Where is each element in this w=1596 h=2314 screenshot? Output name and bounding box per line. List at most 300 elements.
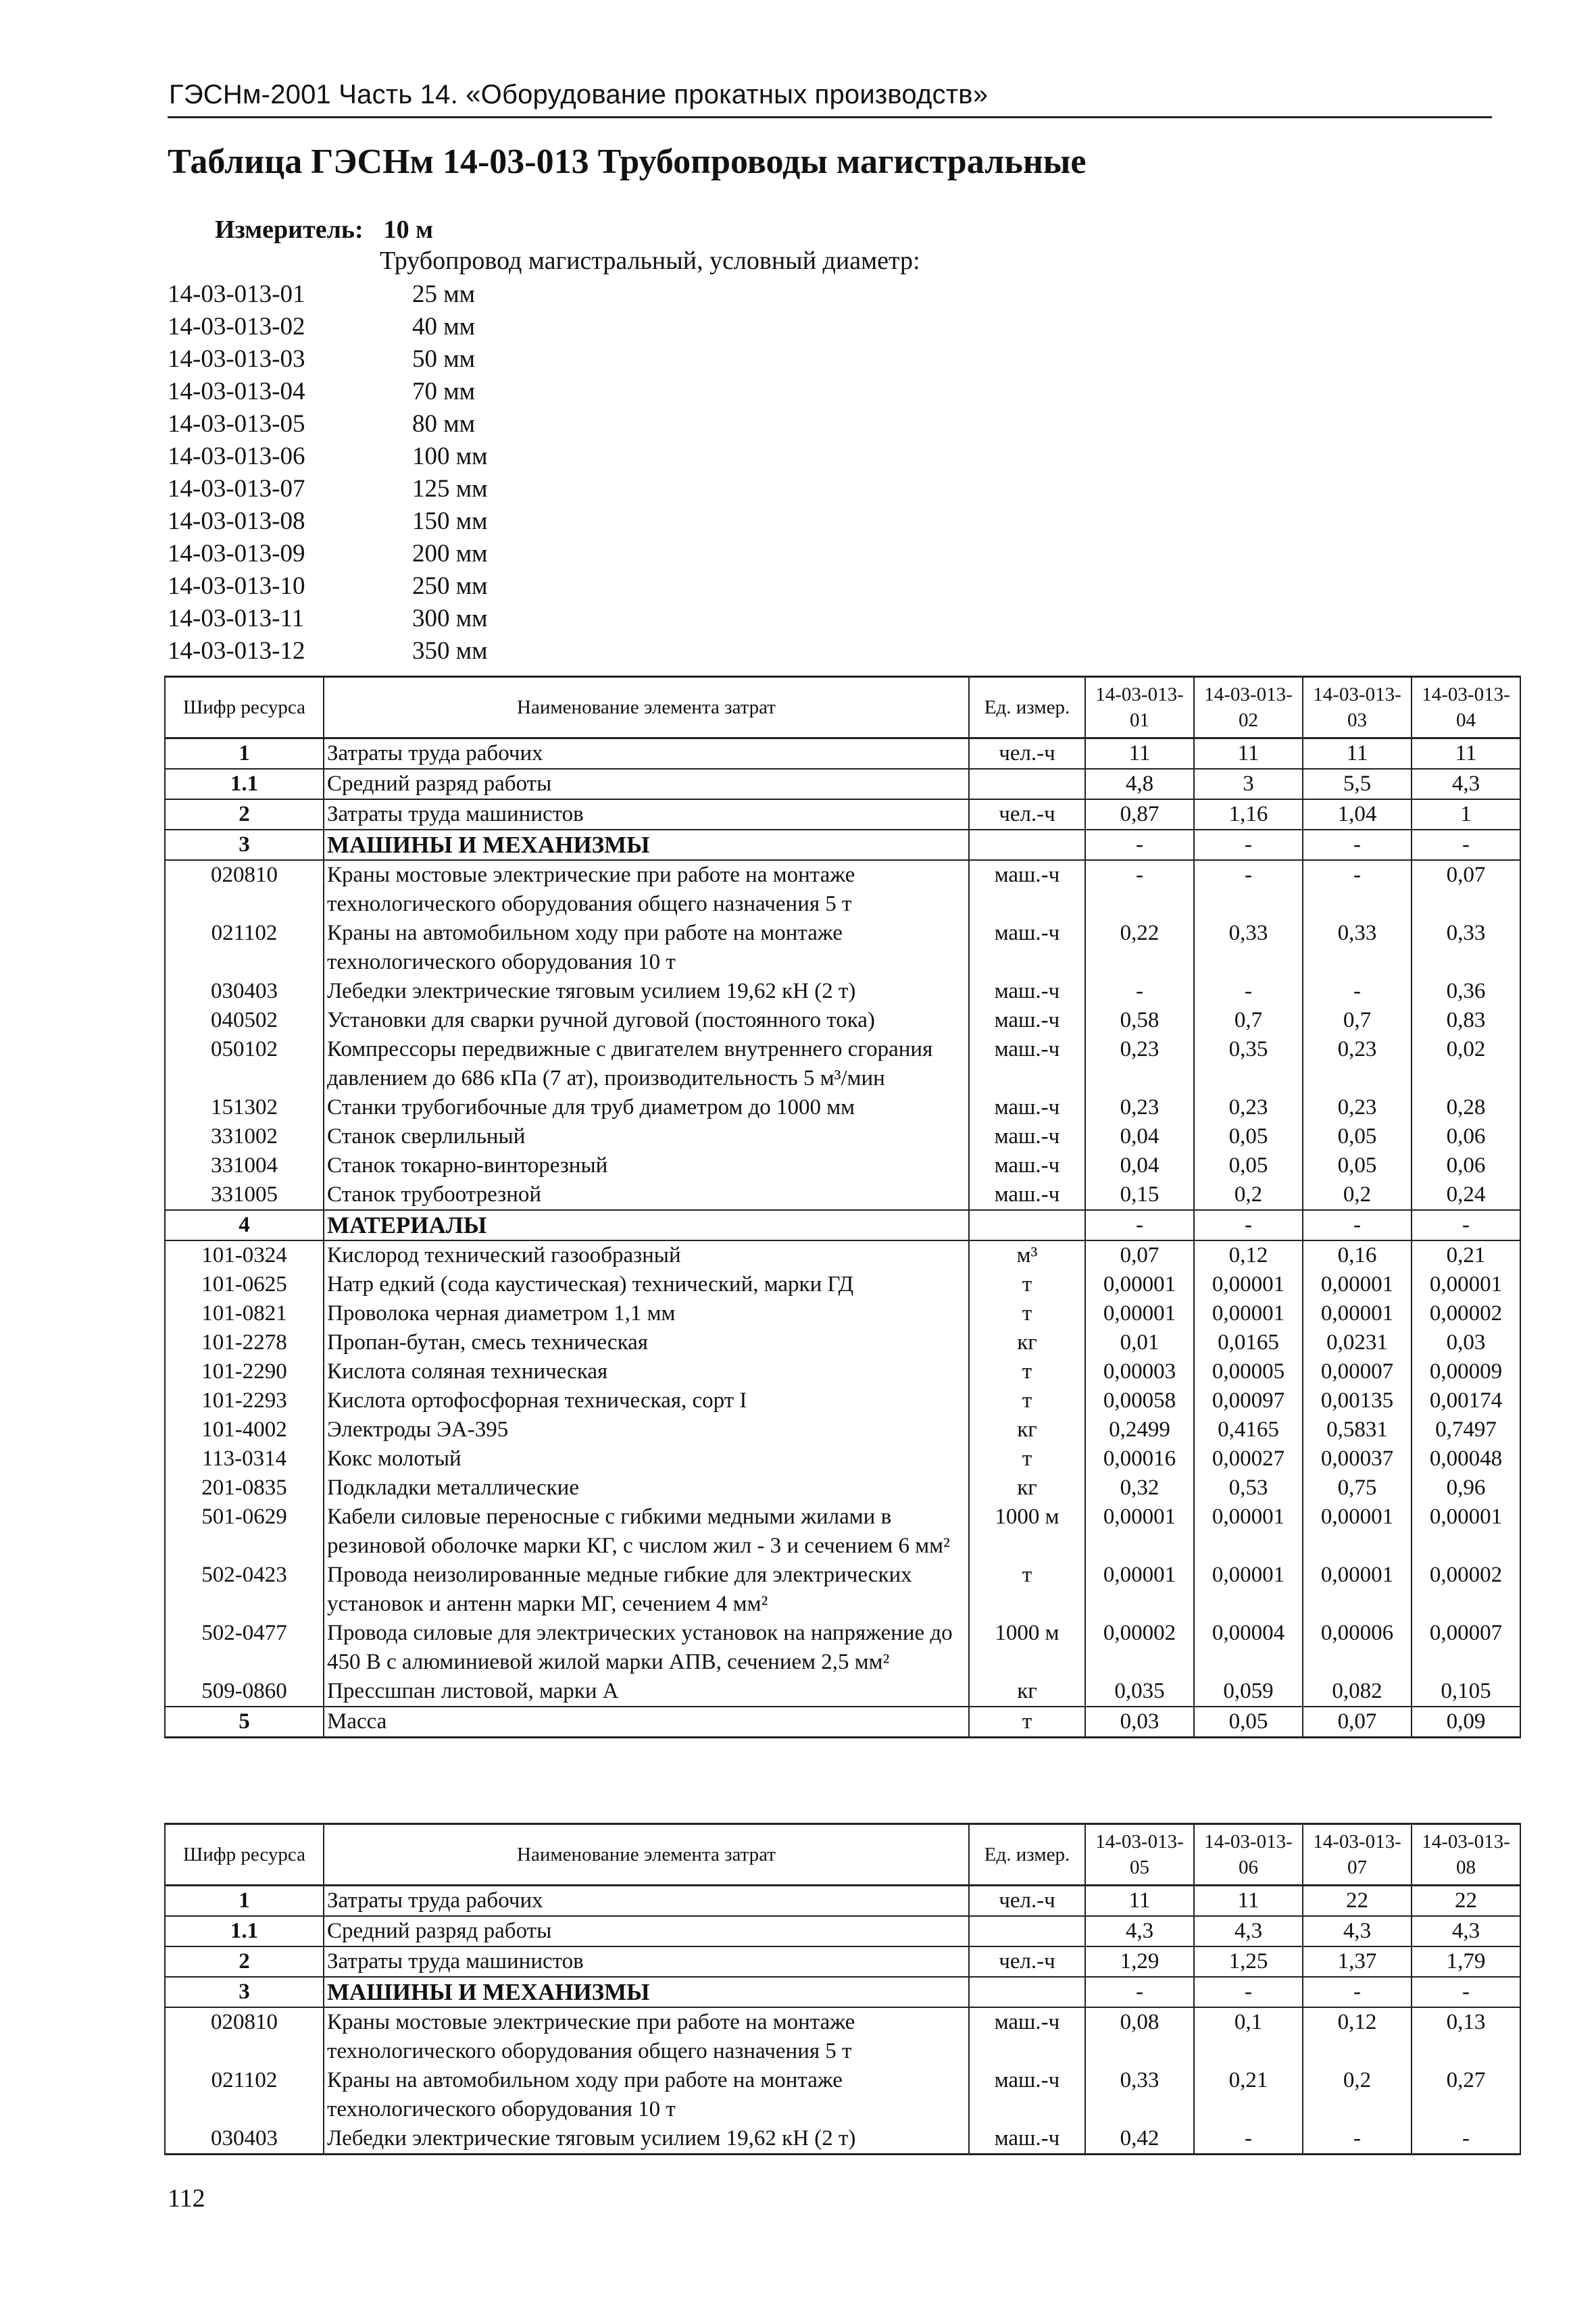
row-code: 502-0477	[165, 1619, 324, 1677]
row-value-3: 0,7	[1303, 1006, 1412, 1035]
table-row	[165, 1886, 1520, 1917]
code-list-item	[168, 441, 615, 473]
row-value-1: 0,00003	[1085, 1357, 1194, 1386]
row-value-3: 0,00001	[1303, 1561, 1412, 1619]
code-list-diameter: 300 мм	[412, 605, 488, 632]
row-value-4: 0,00174	[1412, 1386, 1520, 1415]
page-number: 112	[168, 2184, 205, 2213]
row-unit: маш.-ч	[969, 1180, 1085, 1210]
row-value-3: 0,33	[1303, 919, 1412, 977]
row-code: 151302	[165, 1093, 324, 1122]
header-code: Шифр ресурса	[165, 677, 324, 738]
row-name: Средний разряд работы	[324, 1916, 969, 1946]
row-unit: маш.-ч	[969, 1122, 1085, 1151]
row-value-2: 0,35	[1194, 1035, 1303, 1093]
row-value-4: 0,00002	[1412, 1561, 1520, 1619]
row-value-2: 0,33	[1194, 919, 1303, 977]
row-value-2: 0,23	[1194, 1093, 1303, 1122]
cost-table-2	[164, 1823, 1521, 2155]
row-code: 030403	[165, 977, 324, 1006]
row-value-2: 0,00001	[1194, 1503, 1303, 1561]
code-list-code: 14-03-013-04	[168, 378, 305, 405]
row-code: 1.1	[165, 1916, 324, 1946]
row-code: 030403	[165, 2124, 324, 2155]
header-unit: Ед. измер.	[969, 1824, 1085, 1886]
row-code: 101-0324	[165, 1240, 324, 1270]
row-name: Станки трубогибочные для труб диаметром до 1000 мм	[324, 1093, 969, 1122]
row-value-4: 0,00001	[1412, 1270, 1520, 1299]
table-row	[165, 1240, 1520, 1270]
row-code: 5	[165, 1707, 324, 1738]
row-name: Краны мостовые электрические при работе на монтаже технологического оборудования общего назначения 5 т	[324, 2007, 969, 2066]
row-value-2: 3	[1194, 769, 1303, 799]
row-value-3: 0,2	[1303, 2066, 1412, 2124]
row-value-4: 0,02	[1412, 1035, 1520, 1093]
header-name: Наименование элемента затрат	[324, 1824, 969, 1886]
row-value-4: -	[1412, 1210, 1520, 1240]
row-value-3: 1,37	[1303, 1946, 1412, 1977]
code-list-item	[168, 570, 615, 603]
table-row	[165, 1210, 1520, 1240]
row-value-1: 0,00002	[1085, 1619, 1194, 1677]
row-code: 101-0821	[165, 1299, 324, 1328]
row-value-2: 0,00001	[1194, 1299, 1303, 1328]
row-code: 101-2278	[165, 1328, 324, 1357]
code-list-item	[168, 473, 615, 505]
code-list-item	[168, 603, 615, 635]
row-value-4: 0,24	[1412, 1180, 1520, 1210]
row-value-1: -	[1085, 977, 1194, 1006]
row-value-3: 0,16	[1303, 1240, 1412, 1270]
code-list-diameter: 80 мм	[412, 410, 476, 438]
row-name: Кокс молотый	[324, 1444, 969, 1474]
row-value-2: 0,00005	[1194, 1357, 1303, 1386]
row-name: Подкладки металлические	[324, 1474, 969, 1503]
row-value-2: 1,25	[1194, 1946, 1303, 1977]
row-value-1: 0,00001	[1085, 1270, 1194, 1299]
row-value-1: 0,00001	[1085, 1299, 1194, 1328]
table-row	[165, 1677, 1520, 1707]
row-unit: кг	[969, 1474, 1085, 1503]
row-code: 020810	[165, 860, 324, 919]
row-value-3: 0,00007	[1303, 1357, 1412, 1386]
row-value-2: 11	[1194, 1886, 1303, 1917]
row-code: 101-0625	[165, 1270, 324, 1299]
row-value-3: -	[1303, 2124, 1412, 2155]
row-code: 101-2290	[165, 1357, 324, 1386]
row-value-1: -	[1085, 1210, 1194, 1240]
table-row	[165, 977, 1520, 1006]
row-value-2: 0,00004	[1194, 1619, 1303, 1677]
row-value-4: 0,13	[1412, 2007, 1520, 2066]
row-value-2: 0,00027	[1194, 1444, 1303, 1474]
row-value-4: 0,00007	[1412, 1619, 1520, 1677]
row-code: 201-0835	[165, 1474, 324, 1503]
table-row	[165, 769, 1520, 799]
row-value-3: 0,00135	[1303, 1386, 1412, 1415]
row-value-4: 0,105	[1412, 1677, 1520, 1707]
row-value-1: 4,3	[1085, 1916, 1194, 1946]
row-code: 501-0629	[165, 1503, 324, 1561]
row-name: Станок сверлильный	[324, 1122, 969, 1151]
row-name: Кислота соляная техническая	[324, 1357, 969, 1386]
row-name: Кабели силовые переносные с гибкими медными жилами в резиновой оболочке марки КГ, с числом жил - 3 и сечением 6 мм²	[324, 1503, 969, 1561]
row-value-2: 1,16	[1194, 799, 1303, 830]
row-value-1: 0,035	[1085, 1677, 1194, 1707]
row-value-3: -	[1303, 1977, 1412, 2007]
row-value-1: 0,00001	[1085, 1503, 1194, 1561]
table-row	[165, 1270, 1520, 1299]
header-code: Шифр ресурса	[165, 1824, 324, 1886]
table-row	[165, 738, 1520, 770]
row-code: 331002	[165, 1122, 324, 1151]
row-value-2: -	[1194, 2124, 1303, 2155]
row-value-4: 0,36	[1412, 977, 1520, 1006]
row-unit: т	[969, 1270, 1085, 1299]
table-row	[165, 1415, 1520, 1444]
row-value-2: 0,05	[1194, 1151, 1303, 1180]
row-name: Лебедки электрические тяговым усилием 19,62 кН (2 т)	[324, 2124, 969, 2155]
row-name: Натр едкий (сода каустическая) технический, марки ГД	[324, 1270, 969, 1299]
row-value-3: 0,05	[1303, 1151, 1412, 1180]
row-name: МАТЕРИАЛЫ	[324, 1210, 969, 1240]
row-value-3: 0,0231	[1303, 1328, 1412, 1357]
row-name: Средний разряд работы	[324, 769, 969, 799]
row-unit: кг	[969, 1328, 1085, 1357]
row-code: 1	[165, 1886, 324, 1917]
row-value-3: 0,082	[1303, 1677, 1412, 1707]
code-list-code: 14-03-013-08	[168, 507, 305, 535]
row-value-2: 0,2	[1194, 1180, 1303, 1210]
table-row	[165, 1619, 1520, 1677]
row-value-1: 0,07	[1085, 1240, 1194, 1270]
row-value-2: 0,21	[1194, 2066, 1303, 2124]
row-value-1: 0,04	[1085, 1151, 1194, 1180]
row-value-1: 0,2499	[1085, 1415, 1194, 1444]
measure-label: Измеритель:	[215, 216, 364, 244]
row-value-3: 22	[1303, 1886, 1412, 1917]
row-name: Провода неизолированные медные гибкие для электрических установок и антенн марки МГ, сечением 4 мм²	[324, 1561, 969, 1619]
row-value-2: -	[1194, 830, 1303, 860]
code-list-code: 14-03-013-07	[168, 475, 305, 503]
row-code: 040502	[165, 1006, 324, 1035]
row-value-4: 0,00002	[1412, 1299, 1520, 1328]
table-row	[165, 1946, 1520, 1977]
row-value-1: 0,87	[1085, 799, 1194, 830]
row-unit: т	[969, 1561, 1085, 1619]
row-unit: чел.-ч	[969, 738, 1085, 770]
row-value-1: 0,22	[1085, 919, 1194, 977]
code-list-code: 14-03-013-12	[168, 637, 305, 665]
diameter-title: Трубопровод магистральный, условный диаметр:	[380, 247, 920, 275]
row-value-4: 4,3	[1412, 769, 1520, 799]
table-row	[165, 919, 1520, 977]
row-value-2: 0,059	[1194, 1677, 1303, 1707]
header-col-4: 14-03-013-08	[1412, 1824, 1520, 1886]
table-row	[165, 2066, 1520, 2124]
table-row	[165, 1386, 1520, 1415]
row-unit: т	[969, 1386, 1085, 1415]
row-code: 1.1	[165, 769, 324, 799]
row-value-4: 4,3	[1412, 1916, 1520, 1946]
row-value-4: 11	[1412, 738, 1520, 770]
row-name: Кислота ортофосфорная техническая, сорт I	[324, 1386, 969, 1415]
row-name: МАШИНЫ И МЕХАНИЗМЫ	[324, 830, 969, 860]
table-row	[165, 1503, 1520, 1561]
code-list-item	[168, 343, 615, 376]
row-name: Прессшпан листовой, марки А	[324, 1677, 969, 1707]
row-name: Провода силовые для электрических установок на напряжение до 450 В с алюминиевой жилой марки АПВ, сечением 2,5 мм²	[324, 1619, 969, 1677]
row-name: Станок токарно-винторезный	[324, 1151, 969, 1180]
row-unit	[969, 1977, 1085, 2007]
row-unit: чел.-ч	[969, 1886, 1085, 1917]
header-col-4: 14-03-013-04	[1412, 677, 1520, 738]
row-unit: маш.-ч	[969, 2066, 1085, 2124]
row-value-4: 0,06	[1412, 1122, 1520, 1151]
row-value-4: 0,83	[1412, 1006, 1520, 1035]
row-value-4: -	[1412, 830, 1520, 860]
row-unit: 1000 м	[969, 1503, 1085, 1561]
code-list-diameter: 70 мм	[412, 378, 476, 405]
row-value-1: -	[1085, 860, 1194, 919]
header-unit: Ед. измер.	[969, 677, 1085, 738]
row-value-3: 0,07	[1303, 1707, 1412, 1738]
row-value-1: 0,03	[1085, 1707, 1194, 1738]
row-value-3: 0,00037	[1303, 1444, 1412, 1474]
row-code: 4	[165, 1210, 324, 1240]
code-list-diameter: 200 мм	[412, 540, 488, 568]
row-value-3: -	[1303, 977, 1412, 1006]
row-code: 113-0314	[165, 1444, 324, 1474]
code-list	[168, 278, 615, 668]
table-title: Таблица ГЭСНм 14-03-013 Трубопроводы магистральные	[168, 143, 1087, 181]
code-list-diameter: 25 мм	[412, 280, 476, 308]
row-unit: чел.-ч	[969, 799, 1085, 830]
row-name: Масса	[324, 1707, 969, 1738]
row-unit: м³	[969, 1240, 1085, 1270]
row-value-3: -	[1303, 1210, 1412, 1240]
code-list-diameter: 350 мм	[412, 637, 488, 665]
row-name: Пропан-бутан, смесь техническая	[324, 1328, 969, 1357]
code-list-item	[168, 505, 615, 538]
row-unit: маш.-ч	[969, 2007, 1085, 2066]
row-name: Лебедки электрические тяговым усилием 19,62 кН (2 т)	[324, 977, 969, 1006]
row-value-3: 4,3	[1303, 1916, 1412, 1946]
row-value-4: 0,21	[1412, 1240, 1520, 1270]
table-row	[165, 1474, 1520, 1503]
row-code: 101-2293	[165, 1386, 324, 1415]
row-value-4: 0,07	[1412, 860, 1520, 919]
row-value-4: 0,27	[1412, 2066, 1520, 2124]
row-name: Затраты труда рабочих	[324, 738, 969, 770]
row-value-2: 0,12	[1194, 1240, 1303, 1270]
row-unit: маш.-ч	[969, 860, 1085, 919]
header-name: Наименование элемента затрат	[324, 677, 969, 738]
row-value-1: 4,8	[1085, 769, 1194, 799]
row-value-3: 0,75	[1303, 1474, 1412, 1503]
row-code: 050102	[165, 1035, 324, 1093]
table-row	[165, 1916, 1520, 1946]
header-col-3: 14-03-013-07	[1303, 1824, 1412, 1886]
row-code: 020810	[165, 2007, 324, 2066]
row-value-4: 1	[1412, 799, 1520, 830]
row-name: Затраты труда рабочих	[324, 1886, 969, 1917]
row-value-1: -	[1085, 830, 1194, 860]
code-list-code: 14-03-013-05	[168, 410, 305, 438]
row-unit: т	[969, 1357, 1085, 1386]
row-unit	[969, 769, 1085, 799]
row-name: Краны на автомобильном ходу при работе на монтаже технологического оборудования 10 т	[324, 919, 969, 977]
row-value-4: 22	[1412, 1886, 1520, 1917]
row-name: Краны на автомобильном ходу при работе на монтаже технологического оборудования 10 т	[324, 2066, 969, 2124]
row-value-4: 0,7497	[1412, 1415, 1520, 1444]
table-row	[165, 1093, 1520, 1122]
row-value-1: 0,08	[1085, 2007, 1194, 2066]
row-value-1: 0,00016	[1085, 1444, 1194, 1474]
code-list-item	[168, 408, 615, 441]
code-list-code: 14-03-013-03	[168, 345, 305, 373]
row-unit: чел.-ч	[969, 1946, 1085, 1977]
table-row	[165, 1122, 1520, 1151]
row-code: 101-4002	[165, 1415, 324, 1444]
row-value-4: 0,06	[1412, 1151, 1520, 1180]
code-list-code: 14-03-013-09	[168, 540, 305, 568]
row-unit: маш.-ч	[969, 977, 1085, 1006]
row-name: МАШИНЫ И МЕХАНИЗМЫ	[324, 1977, 969, 2007]
code-list-item	[168, 635, 615, 668]
row-value-4: 0,00001	[1412, 1503, 1520, 1561]
table-row	[165, 1707, 1520, 1738]
table-row	[165, 1561, 1520, 1619]
row-name: Кислород технический газообразный	[324, 1240, 969, 1270]
code-list-item	[168, 376, 615, 408]
row-value-1: -	[1085, 1977, 1194, 2007]
row-name: Затраты труда машинистов	[324, 799, 969, 830]
running-header: ГЭСНм-2001 Часть 14. «Оборудование прокатных производств»	[169, 80, 989, 109]
code-list-diameter: 125 мм	[412, 475, 488, 503]
row-code: 2	[165, 799, 324, 830]
row-unit: кг	[969, 1677, 1085, 1707]
row-value-1: 0,01	[1085, 1328, 1194, 1357]
table-row	[165, 1180, 1520, 1210]
code-list-diameter: 150 мм	[412, 507, 488, 535]
code-list-diameter: 50 мм	[412, 345, 476, 373]
row-value-1: 11	[1085, 738, 1194, 770]
table-row	[165, 1151, 1520, 1180]
row-value-3: -	[1303, 830, 1412, 860]
row-name: Электроды ЭА-395	[324, 1415, 969, 1444]
table-row	[165, 1299, 1520, 1328]
row-value-3: 0,05	[1303, 1122, 1412, 1151]
row-value-4: 0,03	[1412, 1328, 1520, 1357]
code-list-code: 14-03-013-11	[168, 605, 305, 632]
row-value-3: 5,5	[1303, 769, 1412, 799]
row-value-3: 0,23	[1303, 1035, 1412, 1093]
code-list-code: 14-03-013-06	[168, 443, 305, 470]
row-code: 331005	[165, 1180, 324, 1210]
code-list-code: 14-03-013-10	[168, 572, 305, 600]
header-col-2: 14-03-013-06	[1194, 1824, 1303, 1886]
row-value-1: 1,29	[1085, 1946, 1194, 1977]
row-value-2: 11	[1194, 738, 1303, 770]
code-list-code: 14-03-013-01	[168, 280, 305, 308]
header-col-2: 14-03-013-02	[1194, 677, 1303, 738]
row-value-3: 11	[1303, 738, 1412, 770]
table-row	[165, 2007, 1520, 2066]
row-value-2: 0,53	[1194, 1474, 1303, 1503]
row-value-4: 0,96	[1412, 1474, 1520, 1503]
row-code: 502-0423	[165, 1561, 324, 1619]
row-value-3: 0,00001	[1303, 1503, 1412, 1561]
row-unit	[969, 830, 1085, 860]
row-value-4: 0,33	[1412, 919, 1520, 977]
row-value-1: 0,32	[1085, 1474, 1194, 1503]
row-value-1: 0,42	[1085, 2124, 1194, 2155]
row-value-2: -	[1194, 977, 1303, 1006]
row-code: 021102	[165, 919, 324, 977]
code-list-item	[168, 311, 615, 343]
row-name: Проволока черная диаметром 1,1 мм	[324, 1299, 969, 1328]
table-row	[165, 1977, 1520, 2007]
code-list-diameter: 40 мм	[412, 313, 476, 341]
row-value-3: 0,5831	[1303, 1415, 1412, 1444]
row-value-4: 0,00048	[1412, 1444, 1520, 1474]
row-value-3: 0,00006	[1303, 1619, 1412, 1677]
row-value-1: 11	[1085, 1886, 1194, 1917]
row-unit: маш.-ч	[969, 2124, 1085, 2155]
code-list-diameter: 250 мм	[412, 572, 488, 600]
row-code: 1	[165, 738, 324, 770]
header-col-1: 14-03-013-01	[1085, 677, 1194, 738]
table-row	[165, 830, 1520, 860]
table-header-row	[165, 1824, 1520, 1886]
table-row	[165, 860, 1520, 919]
code-list-item	[168, 538, 615, 570]
row-value-3: 1,04	[1303, 799, 1412, 830]
row-code: 3	[165, 830, 324, 860]
row-value-2: 0,7	[1194, 1006, 1303, 1035]
row-value-1: 0,15	[1085, 1180, 1194, 1210]
row-value-3: 0,2	[1303, 1180, 1412, 1210]
row-value-4: 1,79	[1412, 1946, 1520, 1977]
row-name: Станок трубоотрезной	[324, 1180, 969, 1210]
row-name: Затраты труда машинистов	[324, 1946, 969, 1977]
header-col-1: 14-03-013-05	[1085, 1824, 1194, 1886]
row-value-2: 0,05	[1194, 1122, 1303, 1151]
row-value-1: 0,00001	[1085, 1561, 1194, 1619]
row-value-2: 0,00097	[1194, 1386, 1303, 1415]
row-unit	[969, 1210, 1085, 1240]
row-code: 2	[165, 1946, 324, 1977]
row-code: 3	[165, 1977, 324, 2007]
code-list-diameter: 100 мм	[412, 443, 488, 470]
row-value-1: 0,04	[1085, 1122, 1194, 1151]
table-header-row	[165, 677, 1520, 738]
row-unit: маш.-ч	[969, 919, 1085, 977]
row-code: 021102	[165, 2066, 324, 2124]
row-value-3: 0,00001	[1303, 1270, 1412, 1299]
table-row	[165, 2124, 1520, 2155]
row-value-2: -	[1194, 1210, 1303, 1240]
row-name: Установки для сварки ручной дуговой (постоянного тока)	[324, 1006, 969, 1035]
row-name: Компрессоры передвижные с двигателем внутреннего сгорания давлением до 686 кПа (7 ат), производительность 5 м³/мин	[324, 1035, 969, 1093]
row-value-3: -	[1303, 860, 1412, 919]
row-unit: маш.-ч	[969, 1093, 1085, 1122]
row-unit: т	[969, 1299, 1085, 1328]
row-code: 331004	[165, 1151, 324, 1180]
row-value-4: 0,09	[1412, 1707, 1520, 1738]
row-value-2: 0,05	[1194, 1707, 1303, 1738]
